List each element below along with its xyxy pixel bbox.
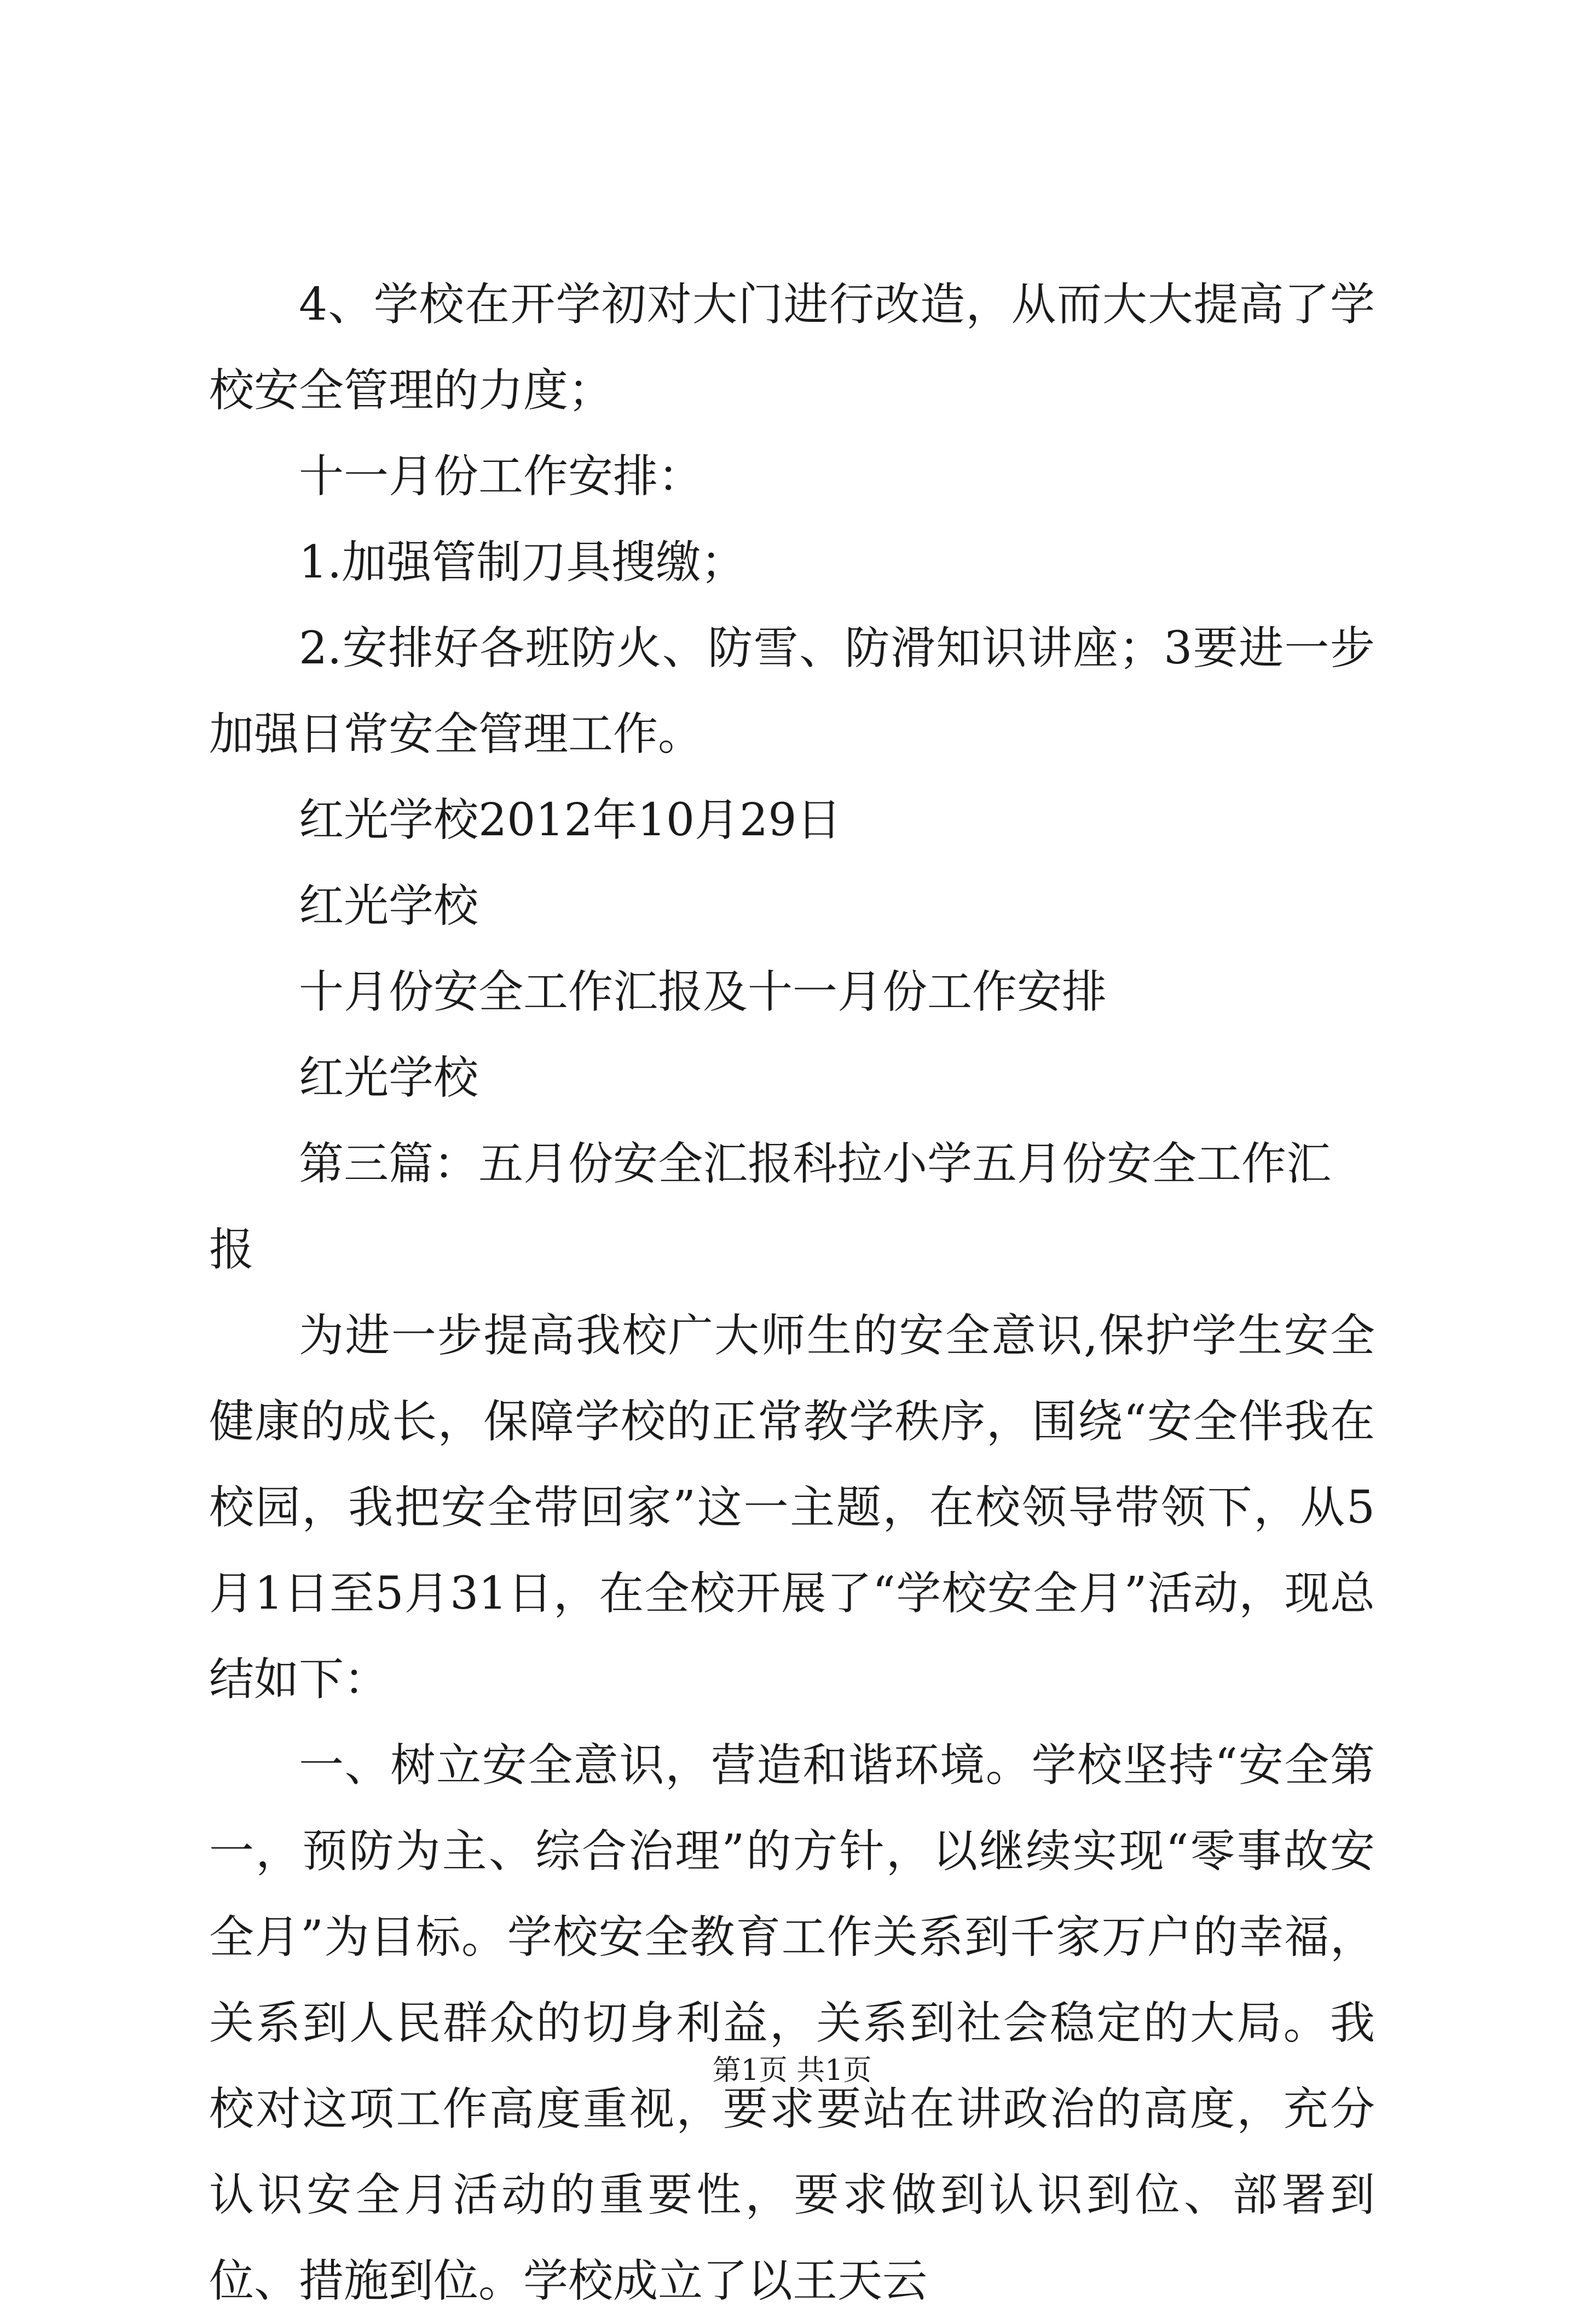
page-footer: 第1页 共1页 bbox=[712, 2054, 872, 2087]
paragraph-school-name-1: 红光学校 bbox=[299, 880, 479, 932]
paragraph-safety-awareness: 一、树立安全意识，营造和谐环境。学校坚持“安全第一，预防为主、综合治理”的方针，以继续实现“零事故安全月”为目标。学校安全教育工作关系到千家万户的幸福，关系到人民群众的切身利益，关系到社会稳定的大局。我校对这项工作高度重视，要求要站在讲政治的高度，充分认识安全月活动的重要性，要求做到认识到位、部署到位、措施到位。学校成立了以王天云 bbox=[209, 1739, 1375, 2307]
paragraph-november-plan-heading: 十一月份工作安排： bbox=[299, 450, 703, 502]
paragraph-safety-month-intro: 为进一步提高我校广大师生的安全意识,保护学生安全健康的成长，保障学校的正常教学秩序，围绕“安全伴我在校园，我把安全带回家”这一主题，在校领导带领下，从5月1日至5月31日，在全校开展了“学校安全月”活动，现总结如下： bbox=[209, 1310, 1375, 1706]
paragraph-section-three-title: 第三篇：五月份安全汇报科拉小学五月份安全工作汇报 bbox=[209, 1138, 1332, 1276]
paragraph-plan-item-2: 2.安排好各班防火、防雪、防滑知识讲座；3要进一步加强日常安全管理工作。 bbox=[209, 622, 1375, 760]
paragraph-gate-renovation: 4、学校在开学初对大门进行改造，从而大大提高了学校安全管理的力度； bbox=[209, 279, 1375, 417]
paragraph-signature-date: 红光学校2012年10月29日 bbox=[299, 794, 842, 846]
paragraph-plan-item-1: 1.加强管制刀具搜缴； bbox=[299, 536, 746, 588]
paragraph-report-title: 十月份安全工作汇报及十一月份工作安排 bbox=[299, 966, 1107, 1018]
document-body bbox=[209, 262, 1375, 2324]
paragraph-school-name-2: 红光学校 bbox=[299, 1052, 479, 1104]
